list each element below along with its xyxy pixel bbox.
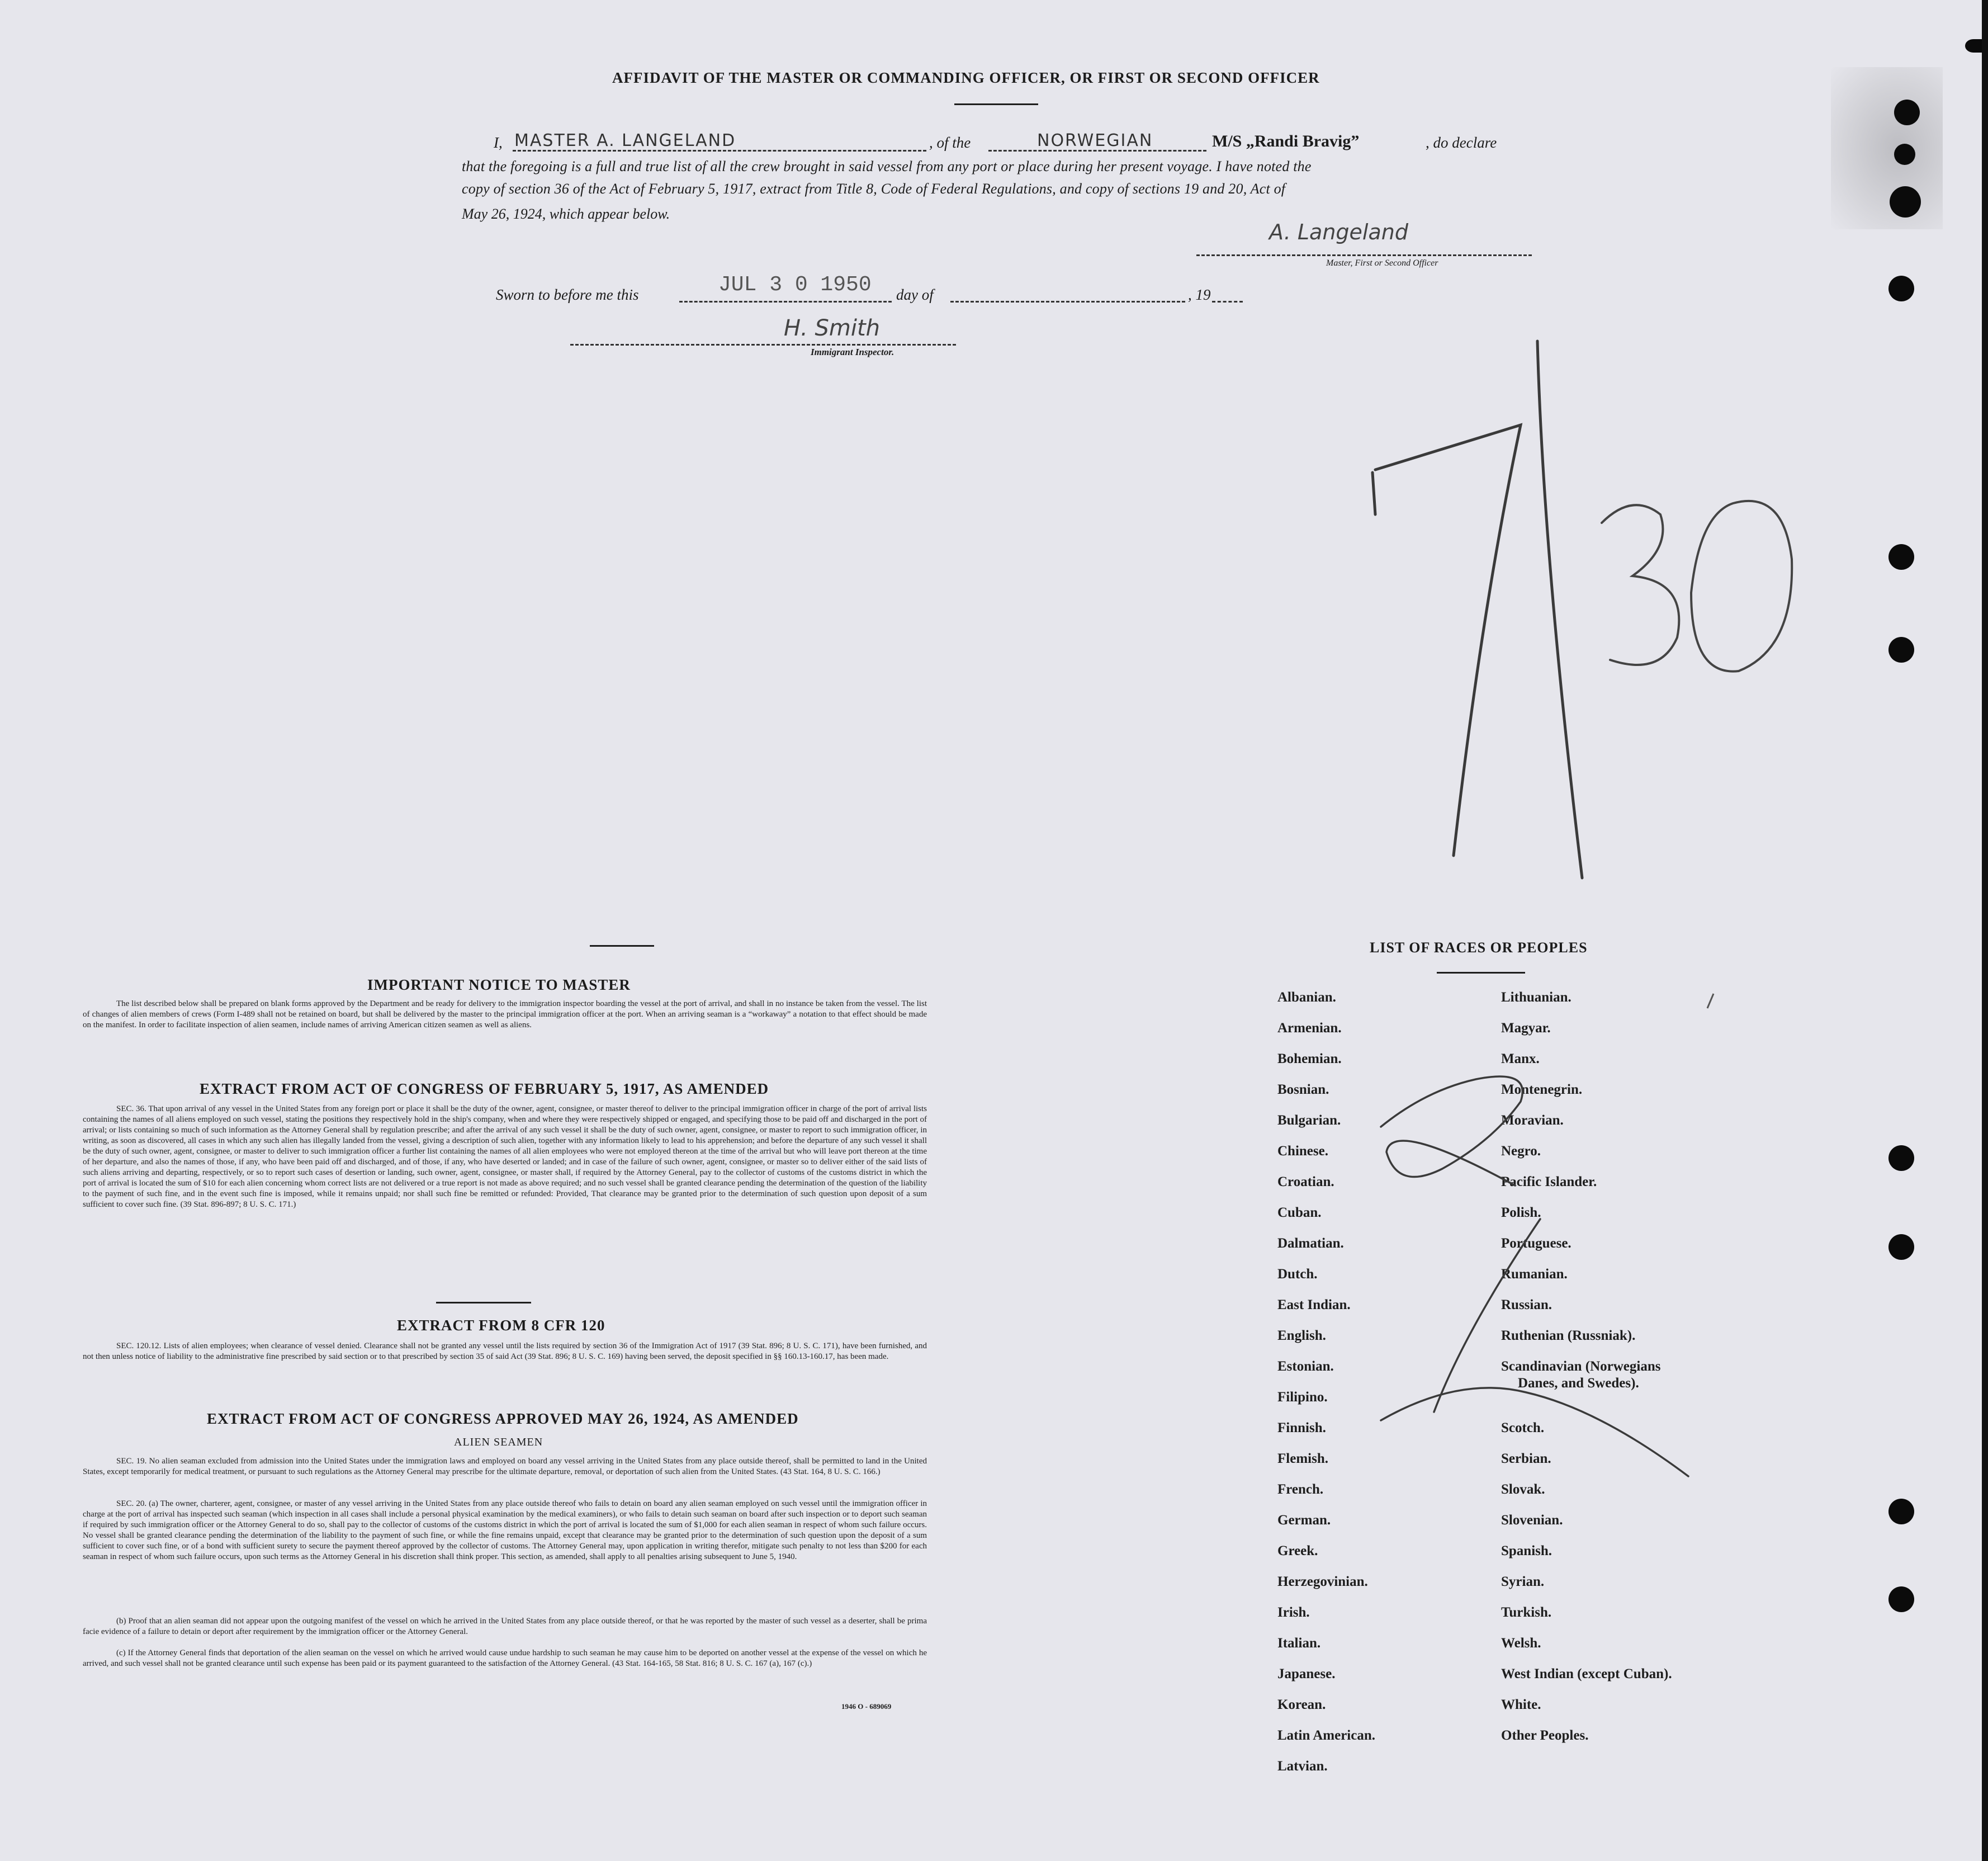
day-of-label: day of — [896, 286, 934, 303]
handwritten-race-mark — [1347, 1062, 1694, 1499]
sworn-date-stamp: JUL 3 0 1950 — [718, 273, 872, 297]
extract-cfr-title: EXTRACT FROM 8 CFR 120 — [397, 1317, 605, 1334]
race-entry: Russian. — [1501, 1297, 1552, 1312]
punch-hole — [1894, 144, 1915, 165]
inspector-caption: Immigrant Inspector. — [811, 347, 894, 357]
race-entry: Cuban. — [1277, 1205, 1322, 1220]
race-entry: Scandinavian (Norwegians — [1501, 1359, 1661, 1374]
extract-1924-sec20b: (b) Proof that an alien seaman did not appear upon the outgoing manifest of the vessel on which he arrived in the United States from any place outside thereof, or that he was reported by the master of such vessel as a deserter, shall be prima facie evidence of a failure to detain or deport after requirement by the immigration officer or the Attorney General. — [83, 1617, 927, 1636]
master-signature: A. Langeland — [1269, 220, 1408, 244]
punch-hole — [1888, 1499, 1914, 1524]
declarant-prefix: I, — [494, 134, 503, 151]
race-entry: Flemish. — [1277, 1451, 1328, 1466]
punch-hole — [1890, 186, 1921, 218]
notice-body: The list described below shall be prepared on blank forms approved by the Department and be ready for delivery to the immigration inspector boarding the vessel at the port of arrival, and shall in no instance be taken from the vessel. The list of changes of alien members of crews (Form I-489 shall not be retained on board, but shall be delivered by the master to the principal immigration officer at the port. When an arriving seaman is a “workaway” a notation to that effect should be made on the manifest. In order to facilitate inspection of alien seamen, include names of arriving American citizen seamen as well as aliens. — [83, 999, 927, 1029]
extract-1924-title: EXTRACT FROM ACT OF CONGRESS APPROVED MAY 26, 1924, AS AMENDED — [207, 1410, 799, 1427]
race-entry: Manx. — [1501, 1051, 1540, 1066]
race-entry: Bosnian. — [1277, 1082, 1329, 1097]
race-entry: Irish. — [1277, 1605, 1310, 1620]
race-entry: Turkish. — [1501, 1605, 1552, 1620]
race-entry: East Indian. — [1277, 1297, 1351, 1312]
race-entry: Croatian. — [1277, 1174, 1334, 1189]
month-field-line — [950, 301, 1185, 303]
race-entry: Japanese. — [1277, 1666, 1336, 1681]
race-entry: Latin American. — [1277, 1728, 1375, 1743]
race-entry: Dalmatian. — [1277, 1236, 1344, 1251]
race-entry: Korean. — [1277, 1697, 1326, 1712]
race-entry: Scotch. — [1501, 1420, 1545, 1435]
torn-corner-smudge — [1831, 67, 1943, 229]
nationality-handwritten: NORWEGIAN — [1037, 131, 1153, 150]
sworn-date-line — [679, 301, 892, 303]
race-entry: Armenian. — [1277, 1021, 1342, 1036]
race-entry: Bohemian. — [1277, 1051, 1342, 1066]
race-entry: German. — [1277, 1513, 1331, 1528]
race-entry: Pacific Islander. — [1501, 1174, 1597, 1189]
race-entry: Moravian. — [1501, 1113, 1564, 1128]
year-label: , 19 — [1188, 286, 1211, 303]
affidavit-title: AFFIDAVIT OF THE MASTER OR COMMANDING OFFICER, OR FIRST OR SECOND OFFICER — [612, 69, 1320, 86]
race-entry: Italian. — [1277, 1636, 1321, 1651]
print-code: 1946 O - 689069 — [841, 1702, 892, 1711]
race-entry: Portuguese. — [1501, 1236, 1572, 1251]
extract-1924-subtitle: ALIEN SEAMEN — [454, 1436, 543, 1448]
sworn-label: Sworn to before me this — [496, 286, 639, 303]
extract-1924-sec20c: (c) If the Attorney General finds that deportation of the alien seaman on the vessel on which he arrived would cause undue hardship to such seaman he may cause him to be deported on another vessel at the expense of the vessel on which he arrived, and such vessel shall not be granted clearance until such expense has been paid or its payment guaranteed to the satisfaction of the Attorney General. (43 Stat. 164-165, 58 Stat. 816; 8 U. S. C. 167 (a), 167 (c).) — [83, 1649, 927, 1668]
race-entry: Estonian. — [1277, 1359, 1334, 1374]
race-entry: Syrian. — [1501, 1574, 1545, 1589]
race-entry: Polish. — [1501, 1205, 1541, 1220]
race-entry: Latvian. — [1277, 1759, 1328, 1774]
page-edge-nick — [1965, 39, 1982, 53]
inspector-signature: H. Smith — [784, 315, 881, 341]
punch-hole — [1888, 1145, 1914, 1171]
notice-title: IMPORTANT NOTICE TO MASTER — [367, 976, 631, 993]
do-declare-label: , do declare — [1426, 134, 1497, 151]
declaration-line-2: that the foregoing is a full and true list of all the crew brought in said vessel from any port or place during her present voyage. I have noted the — [462, 158, 1312, 174]
pencil-tick — [1705, 993, 1716, 1009]
punch-hole — [1888, 276, 1914, 301]
race-entry: Herzegovinian. — [1277, 1574, 1368, 1589]
races-title-rule — [1437, 972, 1525, 974]
race-entry: Chinese. — [1277, 1144, 1328, 1159]
race-entry: Spanish. — [1501, 1543, 1552, 1558]
race-entry: Serbian. — [1501, 1451, 1551, 1466]
race-entry: Slovenian. — [1501, 1513, 1563, 1528]
extract-cfr-body: SEC. 120.12. Lists of alien employees; when clearance of vessel denied. Clearance shall not be granted any vessel until the lists required by section 36 of the Immigration Act of 1917 (39 Stat. 896; 8 U. S. C. 171), have been furnished, and not then unless notice of liability to the administrative fine prescribed by said section or to that prescribed by section 35 of said Act (39 Stat. 896; 8 U. S. C. 169) having been served, the deposit specified in §§ 160.13-160.17, has been made. — [83, 1342, 927, 1361]
race-entry: Other Peoples. — [1501, 1728, 1589, 1743]
cfr-top-rule — [436, 1302, 531, 1303]
punch-hole — [1888, 637, 1914, 663]
title-rule — [954, 103, 1038, 105]
race-entry: Welsh. — [1501, 1636, 1541, 1651]
extract-1924-sec20a: SEC. 20. (a) The owner, charterer, agent, consignee, or master of any vessel arriving in the United States from any place outside thereof who fails to detain on board any alien seaman employed on such vessel until the immigration officer in charge at the port of arrival has inspected such seaman (which inspection in all cases shall include a personal physical examination by the medical examiners), or who fails to detain such seaman on board after such inspection or to deport such seaman if required by such immigration officer or the Attorney General to do so, shall pay to the collector of customs of the customs district in which the port of arrival is located the sum of $1,000 for each alien seaman in respect of whom such failure occurs. No vessel shall be granted clearance pending the determination of the liability to the payment of such fine, or while the fine remains unpaid, except that clearance may be granted prior to the determination of such question upon the deposit of a sum sufficient to cover such fine, or of a bond with sufficient surety to secure the payment thereof approved by the collector of customs. The Attorney General may, upon application in writing therefor, mitigate such penalty to not less than $200 for each seaman in respect of whom such failure occurs, upon such terms as the Attorney General in his discretion shall think proper. This section, as amended, shall apply to all penalties arising subsequent to June 5, 1940. — [83, 1499, 927, 1561]
master-caption: Master, First or Second Officer — [1326, 258, 1438, 268]
declaration-line-4: May 26, 1924, which appear below. — [462, 206, 670, 222]
year-field-line — [1212, 301, 1243, 303]
race-entry: Rumanian. — [1501, 1267, 1568, 1282]
race-entry: Filipino. — [1277, 1390, 1328, 1405]
race-entry: Dutch. — [1277, 1267, 1318, 1282]
master-signature-line — [1196, 254, 1532, 256]
races-title: LIST OF RACES OR PEOPLES — [1370, 939, 1588, 956]
handwritten-number-seven — [1353, 330, 1604, 889]
of-the-label: , of the — [929, 134, 971, 151]
punch-hole — [1894, 100, 1920, 125]
race-entry: White. — [1501, 1697, 1541, 1712]
race-entry: Negro. — [1501, 1144, 1541, 1159]
race-entry: Greek. — [1277, 1543, 1318, 1558]
declaration-line-3: copy of section 36 of the Act of February 5, 1917, extract from Title 8, Code of Federal Regulations, and copy of sections 19 and 20, Act of — [462, 181, 1286, 197]
race-entry: Ruthenian (Russniak). — [1501, 1328, 1636, 1343]
race-entry: English. — [1277, 1328, 1326, 1343]
notice-top-rule — [590, 945, 654, 947]
race-entry: Albanian. — [1277, 990, 1336, 1005]
punch-hole — [1888, 1234, 1914, 1260]
vessel-name: M/S „Randi Bravig” — [1212, 132, 1360, 150]
race-entry: Bulgarian. — [1277, 1113, 1341, 1128]
race-entry: Montenegrin. — [1501, 1082, 1583, 1097]
extract-1917-title: EXTRACT FROM ACT OF CONGRESS OF FEBRUARY 5, 1917, AS AMENDED — [200, 1080, 769, 1097]
officer-name-handwritten: MASTER A. LANGELAND — [514, 131, 736, 150]
race-entry: West Indian (except Cuban). — [1501, 1666, 1672, 1681]
race-entry: Slovak. — [1501, 1482, 1545, 1497]
race-entry: Finnish. — [1277, 1420, 1326, 1435]
handwritten-number-thirty — [1593, 492, 1806, 693]
race-entry: Lithuanian. — [1501, 990, 1572, 1005]
punch-hole — [1888, 1586, 1914, 1612]
race-entry: Danes, and Swedes). — [1518, 1376, 1639, 1391]
punch-hole — [1888, 544, 1914, 570]
inspector-signature-line — [570, 344, 956, 346]
race-entry: Magyar. — [1501, 1021, 1551, 1036]
extract-1924-sec19: SEC. 19. No alien seaman excluded from admission into the United States under the immigration laws and employed on board any vessel arriving in the United States from any place outside thereof, shall be permitted to land in the United States, except temporarily for medical treatment, or pursuant to such regulations as the Attorney General may prescribe for the ultimate departure, removal, or deportation of such alien from the United States. (43 Stat. 164, 8 U. S. C. 166.) — [83, 1457, 927, 1476]
race-entry: French. — [1277, 1482, 1324, 1497]
extract-1917-body: SEC. 36. That upon arrival of any vessel in the United States from any foreign port or place it shall be the duty of the owner, agent, consignee, or master thereof to deliver to the principal immigration officer in charge of the port of arrival lists containing the names of all aliens employed on such vessel, stating the positions they respectively hold in the ship's company, when and where they were respectively shipped or engaged, and specifying those to be paid off and discharged in the port of arrival; or lists containing so much of such information as the Attorney General shall by regulation prescribe; and after the arrival of any such vessel it shall be the duty of such owner, agent, consignee, or master to report to such immigration officer, in writing, as soon as discovered, all cases in which any such alien has illegally landed from the vessel, giving a description of such alien, together with any information likely to lead to his apprehension; and before the departure of any such vessel it shall be the duty of such owner, agent, consignee, or master to deliver to such immigration officer a further list containing the names of all alien employees who were not employed thereon at the time of the arrival but who will leave port thereon at the time of her departure, and also the names of those, if any, who have been paid off and discharged, and of those, if any, who have deserted or landed; and in case of the failure of such owner, agent, consignee, or master so to deliver either of the said lists of such aliens arriving and departing, respectively, or so to report such cases of desertion or landing, such owner, agent, consignee, or master shall, if required by the Attorney General, pay to the collector of customs of the customs district in which the port of arrival is located the sum of $10 for each alien concerning whom correct lists are not delivered or a true report is not made as above required; and no such vessel shall be granted clearance pending the determination of the question of the liability to the payment of such fine, and in the event such fine is imposed, while it remains unpaid; nor shall such fine be remitted or refunded: Provided, That clearance may be granted prior to the determination of such question upon deposit of a sum sufficient to cover such fine. (39 Stat. 896-897; 8 U. S. C. 171.) — [83, 1104, 927, 1209]
